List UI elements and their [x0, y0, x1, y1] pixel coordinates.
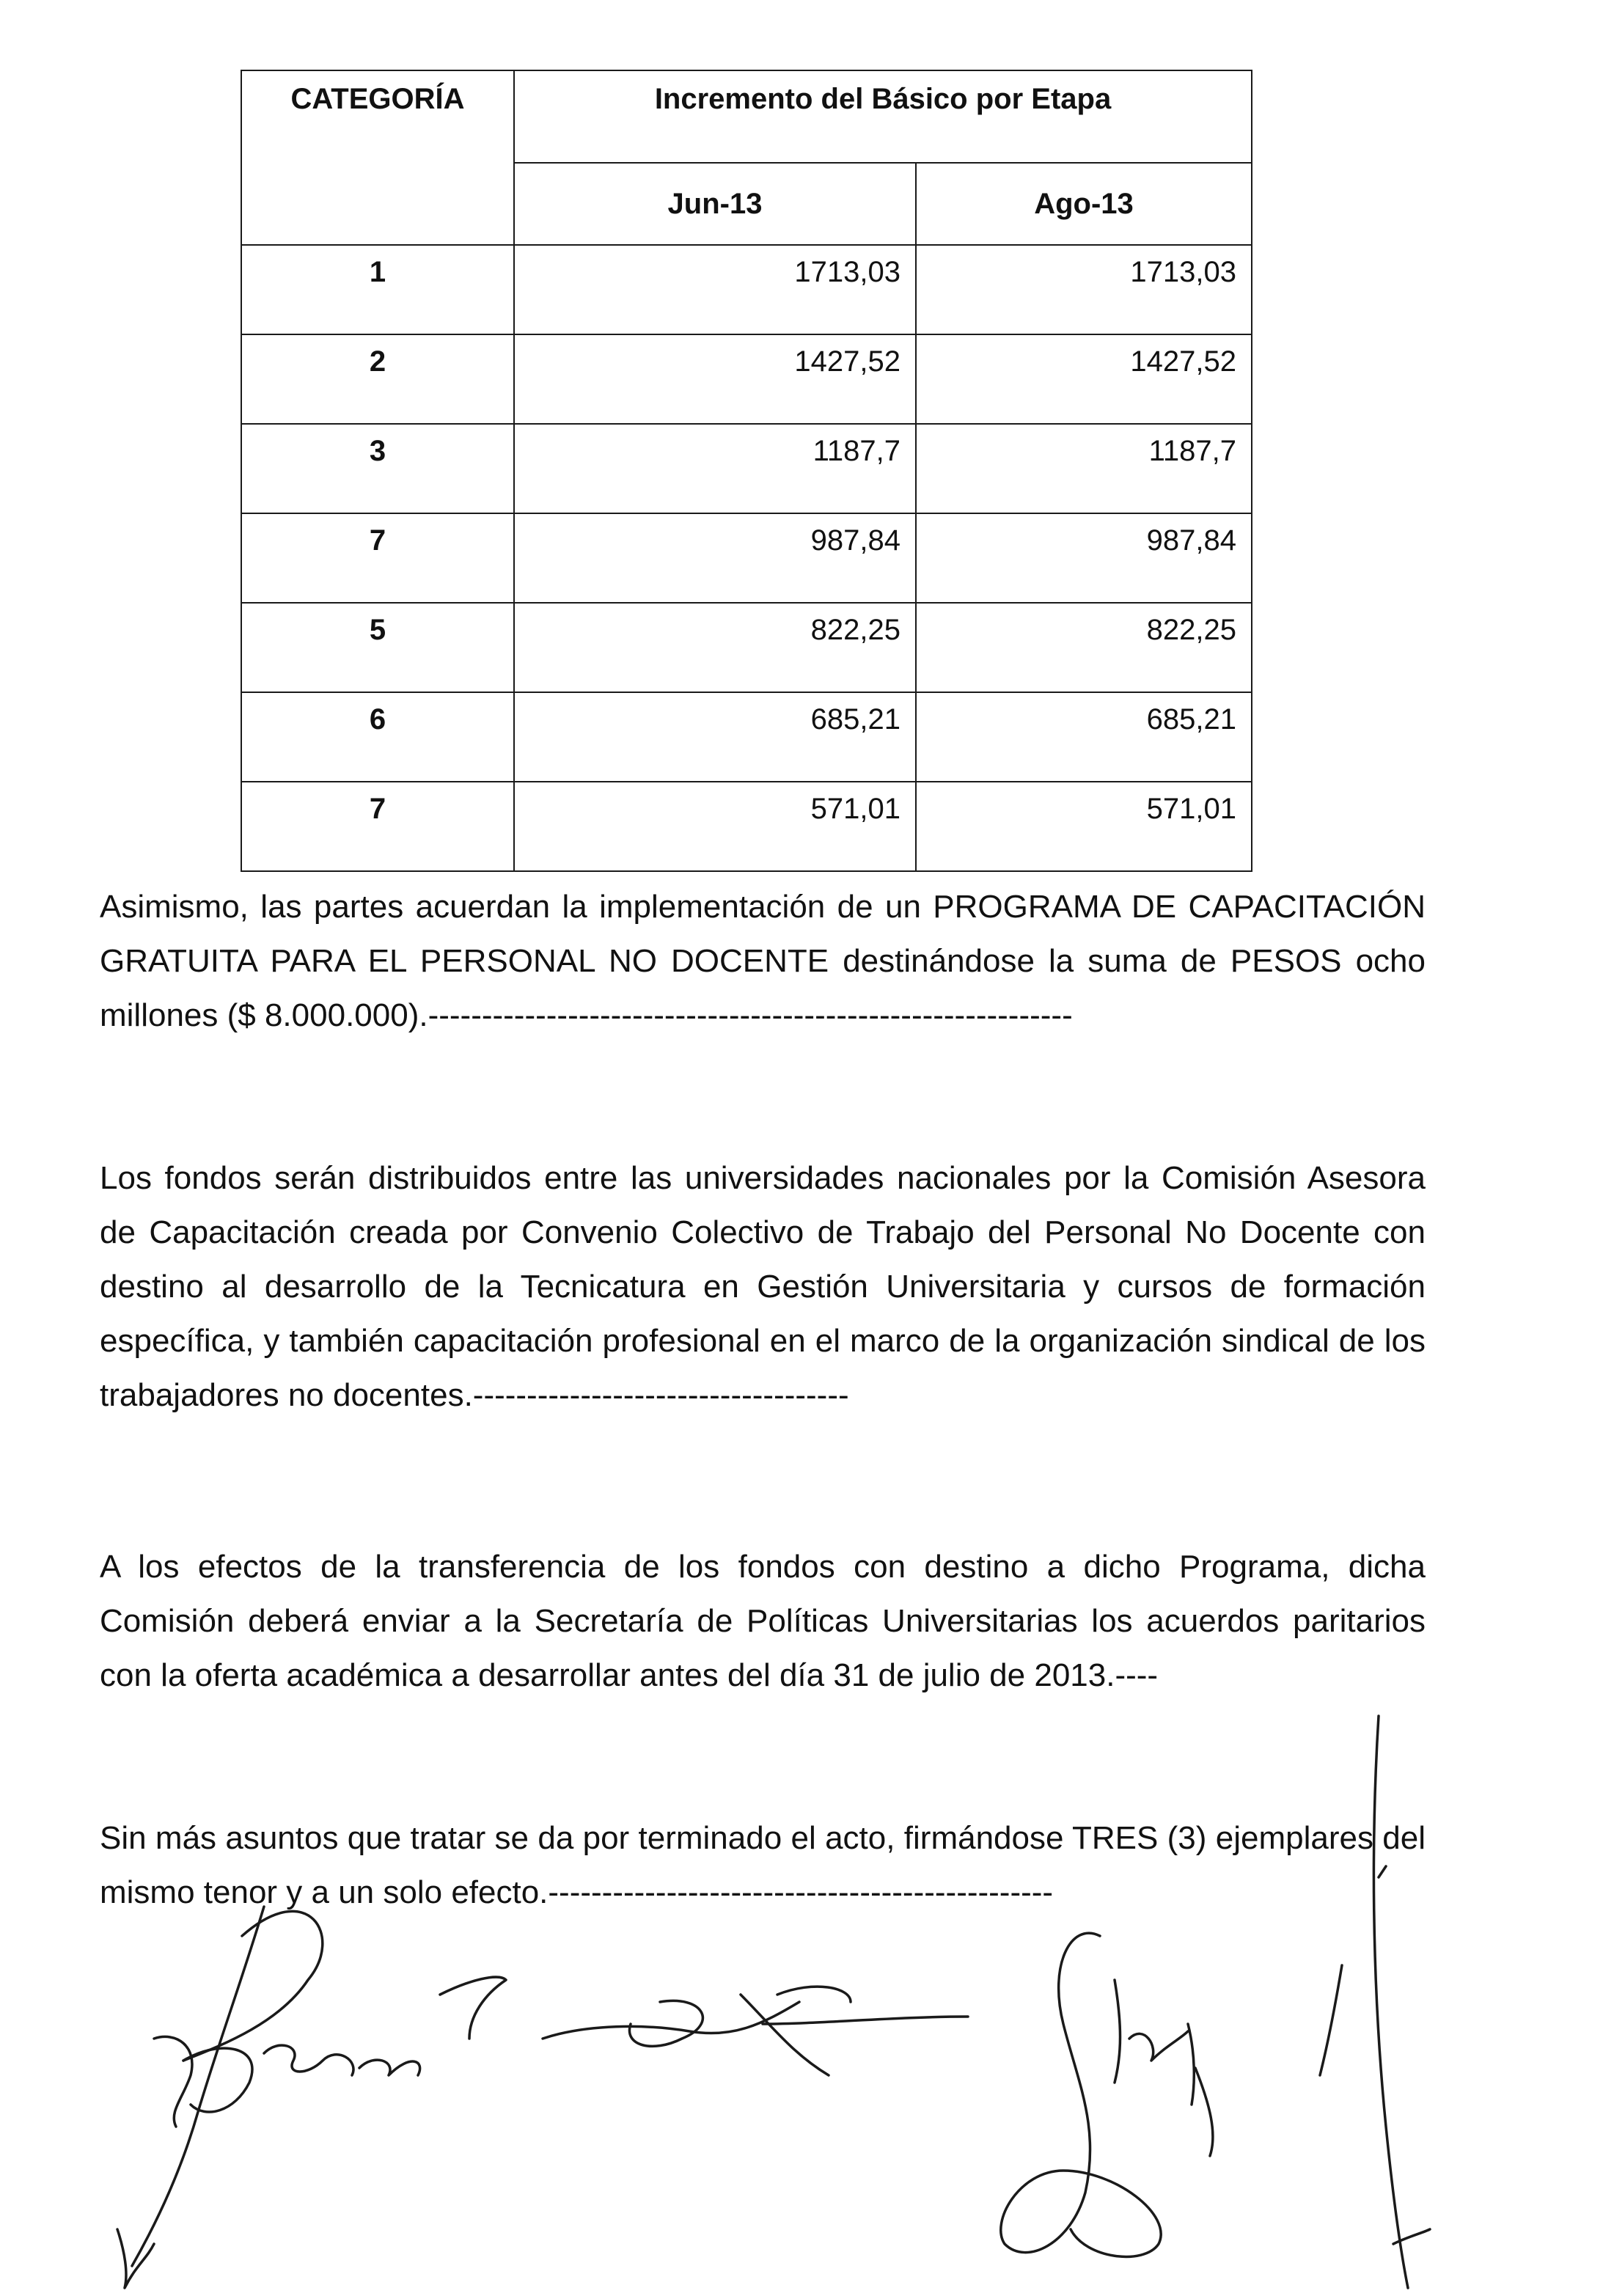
- ago-value-cell: 571,01: [916, 782, 1252, 871]
- table-row: [241, 603, 1252, 692]
- paragraph-fund-distribution: Los fondos serán distribuidos entre las universidades nacionales por la Comisión Asesora de Capacitación creada por Convenio Colectivo de Trabajo del Personal No Docente con destino al desarrollo de la Tecnicatura en Gestión Universitaria y cursos de formación específica, y también capacitación profesional en el marco de la organización sindical de los trabajadores no docentes.-----------------------------------: [100, 1160, 1426, 1413]
- ago-value-cell: 822,25: [916, 603, 1252, 692]
- table-row: [241, 334, 1252, 424]
- category-cell: 1: [241, 245, 514, 334]
- signature-4: [1320, 1716, 1430, 2288]
- period-header-ago: Ago-13: [916, 163, 1252, 245]
- ago-value-cell: 987,84: [916, 513, 1252, 603]
- increment-group-header: Incremento del Básico por Etapa: [514, 70, 1252, 163]
- jun-value-cell: 822,25: [514, 603, 916, 692]
- table-row: [241, 782, 1252, 871]
- category-cell: 7: [241, 782, 514, 871]
- ago-value-cell: 1713,03: [916, 245, 1252, 334]
- jun-value-cell: 1427,52: [514, 334, 916, 424]
- paragraph-training-program: Asimismo, las partes acuerdan la implementación de un PROGRAMA DE CAPACITACIÓN GRATUITA PARA EL PERSONAL NO DOCENTE destinándose la suma de PESOS ocho millones ($ 8.000.000).------------------------------------------------------------: [100, 889, 1426, 1033]
- table-row: [241, 424, 1252, 513]
- category-cell: 7: [241, 513, 514, 603]
- ago-value-cell: 1187,7: [916, 424, 1252, 513]
- ago-value-cell: 1427,52: [916, 334, 1252, 424]
- signature-2: [543, 1987, 968, 2075]
- table-row: [241, 692, 1252, 782]
- jun-value-cell: 571,01: [514, 782, 916, 871]
- jun-value-cell: 1187,7: [514, 424, 916, 513]
- jun-value-cell: 987,84: [514, 513, 916, 603]
- paragraph-closing: Sin más asuntos que tratar se da por terminado el acto, firmándose TRES (3) ejemplares del mismo tenor y a un solo efecto.-----------------------------------------------: [100, 1820, 1426, 1910]
- salary-increment-table: [241, 70, 1252, 872]
- paragraph-fund-transfer: A los efectos de la transferencia de los fondos con destino a dicho Programa, dicha Comisión deberá enviar a la Secretaría de Políticas Universitarias los acuerdos paritarios con la oferta académica a desarrollar antes del día 31 de julio de 2013.----: [100, 1549, 1426, 1693]
- category-cell: 6: [241, 692, 514, 782]
- category-cell: 5: [241, 603, 514, 692]
- table-row: [241, 245, 1252, 334]
- category-header: CATEGORÍA: [241, 70, 514, 245]
- signature-3: [1001, 1933, 1213, 2256]
- period-header-jun: Jun-13: [514, 163, 916, 245]
- ago-value-cell: 685,21: [916, 692, 1252, 782]
- category-cell: 3: [241, 424, 514, 513]
- table-row: [241, 513, 1252, 603]
- category-cell: 2: [241, 334, 514, 424]
- jun-value-cell: 685,21: [514, 692, 916, 782]
- signature-1: [117, 1907, 506, 2288]
- jun-value-cell: 1713,03: [514, 245, 916, 334]
